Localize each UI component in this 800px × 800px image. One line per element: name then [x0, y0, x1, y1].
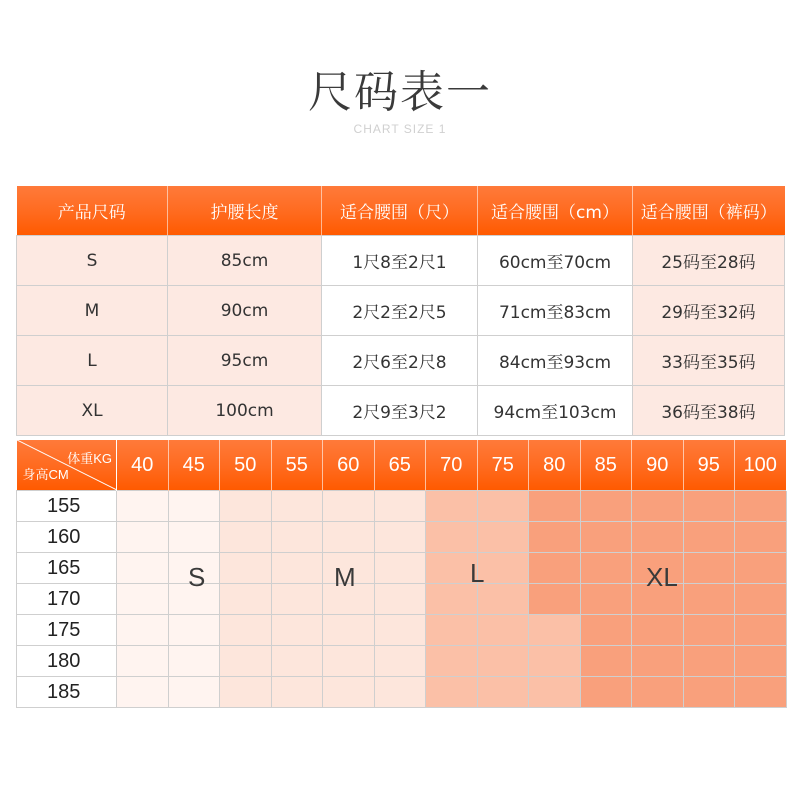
table-row	[17, 615, 787, 646]
grid-cell	[220, 522, 272, 553]
weight-header-70: 70	[426, 440, 478, 491]
grid-cell	[323, 491, 375, 522]
waist-pants-cell: 33码至35码	[633, 336, 785, 386]
waist-chi-cell: 2尺2至2尺5	[322, 286, 478, 336]
grid-cell	[477, 491, 529, 522]
weight-header-65: 65	[374, 440, 426, 491]
grid-cell	[374, 491, 426, 522]
table-row	[17, 336, 785, 386]
weight-header-60: 60	[323, 440, 375, 491]
belt-length-cell: 100cm	[168, 386, 322, 436]
grid-cell	[735, 584, 787, 615]
table-row	[17, 646, 787, 677]
waist-pants-cell: 36码至38码	[633, 386, 785, 436]
grid-cell	[374, 646, 426, 677]
grid-cell	[220, 491, 272, 522]
corner-header	[17, 440, 117, 491]
waist-pants-cell: 25码至28码	[633, 236, 785, 286]
waist-pants-cell: 29码至32码	[633, 286, 785, 336]
waist-cm-cell: 71cm至83cm	[478, 286, 633, 336]
grid-cell	[271, 491, 323, 522]
zone-label-s: S	[188, 562, 206, 592]
grid-cell	[632, 646, 684, 677]
grid-cell	[220, 646, 272, 677]
grid-cell	[271, 646, 323, 677]
height-label-180: 180	[17, 646, 117, 677]
grid-cell	[580, 491, 632, 522]
grid-cell	[220, 553, 272, 584]
weight-header-95: 95	[683, 440, 735, 491]
grid-cell	[323, 615, 375, 646]
grid-cell	[271, 677, 323, 708]
zone-label-xl: XL	[646, 562, 678, 592]
grid-cell	[271, 584, 323, 615]
height-label-165: 165	[17, 553, 117, 584]
header-product-size: 产品尺码	[17, 186, 168, 236]
grid-cell	[374, 522, 426, 553]
grid-cell	[168, 677, 220, 708]
grid-cell	[220, 615, 272, 646]
grid-cell	[683, 491, 735, 522]
weight-header-85: 85	[580, 440, 632, 491]
grid-cell	[168, 646, 220, 677]
table-row	[17, 491, 787, 522]
weight-header-40: 40	[117, 440, 169, 491]
belt-length-cell: 85cm	[168, 236, 322, 286]
size-cell: M	[17, 286, 168, 336]
grid-cell	[271, 522, 323, 553]
grid-cell	[117, 584, 169, 615]
table-row	[17, 677, 787, 708]
grid-cell	[426, 615, 478, 646]
grid-cell	[632, 522, 684, 553]
weight-axis-label: 体重KG	[67, 451, 112, 466]
table-row	[17, 522, 787, 553]
grid-cell	[477, 677, 529, 708]
grid-cell	[477, 522, 529, 553]
grid-cell	[117, 677, 169, 708]
grid-cell	[580, 553, 632, 584]
belt-length-cell: 90cm	[168, 286, 322, 336]
zone-label-m: M	[334, 562, 356, 592]
grid-cell	[580, 646, 632, 677]
waist-cm-cell: 60cm至70cm	[478, 236, 633, 286]
grid-cell	[477, 615, 529, 646]
weight-height-grid	[16, 440, 786, 720]
grid-cell	[426, 522, 478, 553]
grid-cell	[529, 615, 581, 646]
grid-cell	[426, 677, 478, 708]
grid-cell	[683, 522, 735, 553]
grid-cell	[529, 491, 581, 522]
page-subtitle: CHART SIZE 1	[353, 122, 447, 136]
grid-cell	[632, 491, 684, 522]
grid-cell	[220, 677, 272, 708]
grid-cell	[529, 677, 581, 708]
weight-header-row	[17, 440, 787, 491]
weight-header-50: 50	[220, 440, 272, 491]
height-label-160: 160	[17, 522, 117, 553]
grid-cell	[580, 584, 632, 615]
grid-cell	[735, 522, 787, 553]
grid-cell	[735, 615, 787, 646]
grid-cell	[323, 646, 375, 677]
grid-cell	[580, 522, 632, 553]
page-title: 尺码表一	[308, 67, 492, 118]
header-waist-pants: 适合腰围（裤码）	[633, 186, 785, 236]
grid-cell	[374, 553, 426, 584]
grid-cell	[529, 522, 581, 553]
grid-cell	[683, 584, 735, 615]
grid-cell	[529, 584, 581, 615]
grid-cell	[735, 646, 787, 677]
height-label-175: 175	[17, 615, 117, 646]
height-axis-label: 身高CM	[22, 467, 69, 482]
grid-cell	[168, 491, 220, 522]
grid-cell	[117, 491, 169, 522]
grid-cell	[683, 646, 735, 677]
grid-cell	[117, 615, 169, 646]
grid-cell	[529, 553, 581, 584]
size-cell: XL	[17, 386, 168, 436]
grid-cell	[374, 677, 426, 708]
grid-cell	[374, 584, 426, 615]
weight-header-75: 75	[477, 440, 529, 491]
belt-length-cell: 95cm	[168, 336, 322, 386]
waist-cm-cell: 84cm至93cm	[478, 336, 633, 386]
grid-cell	[683, 677, 735, 708]
size-table	[16, 186, 785, 436]
grid-cell	[220, 584, 272, 615]
grid-cell	[477, 553, 529, 584]
height-label-170: 170	[17, 584, 117, 615]
table-row	[17, 236, 785, 286]
grid-cell	[323, 522, 375, 553]
grid-cell	[168, 615, 220, 646]
size-cell: S	[17, 236, 168, 286]
grid-cell	[529, 646, 581, 677]
waist-chi-cell: 1尺8至2尺1	[322, 236, 478, 286]
height-label-185: 185	[17, 677, 117, 708]
zone-label-l: L	[470, 558, 485, 588]
grid-cell	[271, 615, 323, 646]
grid-cell	[117, 646, 169, 677]
waist-chi-cell: 2尺6至2尺8	[322, 336, 478, 386]
grid-cell	[632, 615, 684, 646]
grid-cell	[735, 677, 787, 708]
grid-cell	[683, 615, 735, 646]
weight-header-80: 80	[529, 440, 581, 491]
waist-chi-cell: 2尺9至3尺2	[322, 386, 478, 436]
weight-header-45: 45	[168, 440, 220, 491]
size-table-header-row	[17, 186, 785, 236]
grid-cell	[323, 677, 375, 708]
table-row	[17, 286, 785, 336]
height-label-155: 155	[17, 491, 117, 522]
grid-cell	[735, 553, 787, 584]
weight-header-55: 55	[271, 440, 323, 491]
waist-cm-cell: 94cm至103cm	[478, 386, 633, 436]
grid-cell	[477, 646, 529, 677]
grid-cell	[117, 553, 169, 584]
grid-cell	[735, 491, 787, 522]
grid-cell	[374, 615, 426, 646]
grid-cell	[426, 646, 478, 677]
header-waist-chi: 适合腰围（尺）	[322, 186, 478, 236]
grid-cell	[580, 677, 632, 708]
weight-header-90: 90	[632, 440, 684, 491]
header-waist-cm: 适合腰围（cm）	[478, 186, 633, 236]
grid-cell	[271, 553, 323, 584]
grid-cell	[117, 522, 169, 553]
grid-cell	[632, 677, 684, 708]
grid-cell	[168, 522, 220, 553]
header-belt-length: 护腰长度	[168, 186, 322, 236]
grid-cell	[426, 491, 478, 522]
grid-cell	[580, 615, 632, 646]
size-cell: L	[17, 336, 168, 386]
weight-header-100: 100	[735, 440, 787, 491]
table-row	[17, 386, 785, 436]
grid-cell	[683, 553, 735, 584]
grid-cell	[477, 584, 529, 615]
